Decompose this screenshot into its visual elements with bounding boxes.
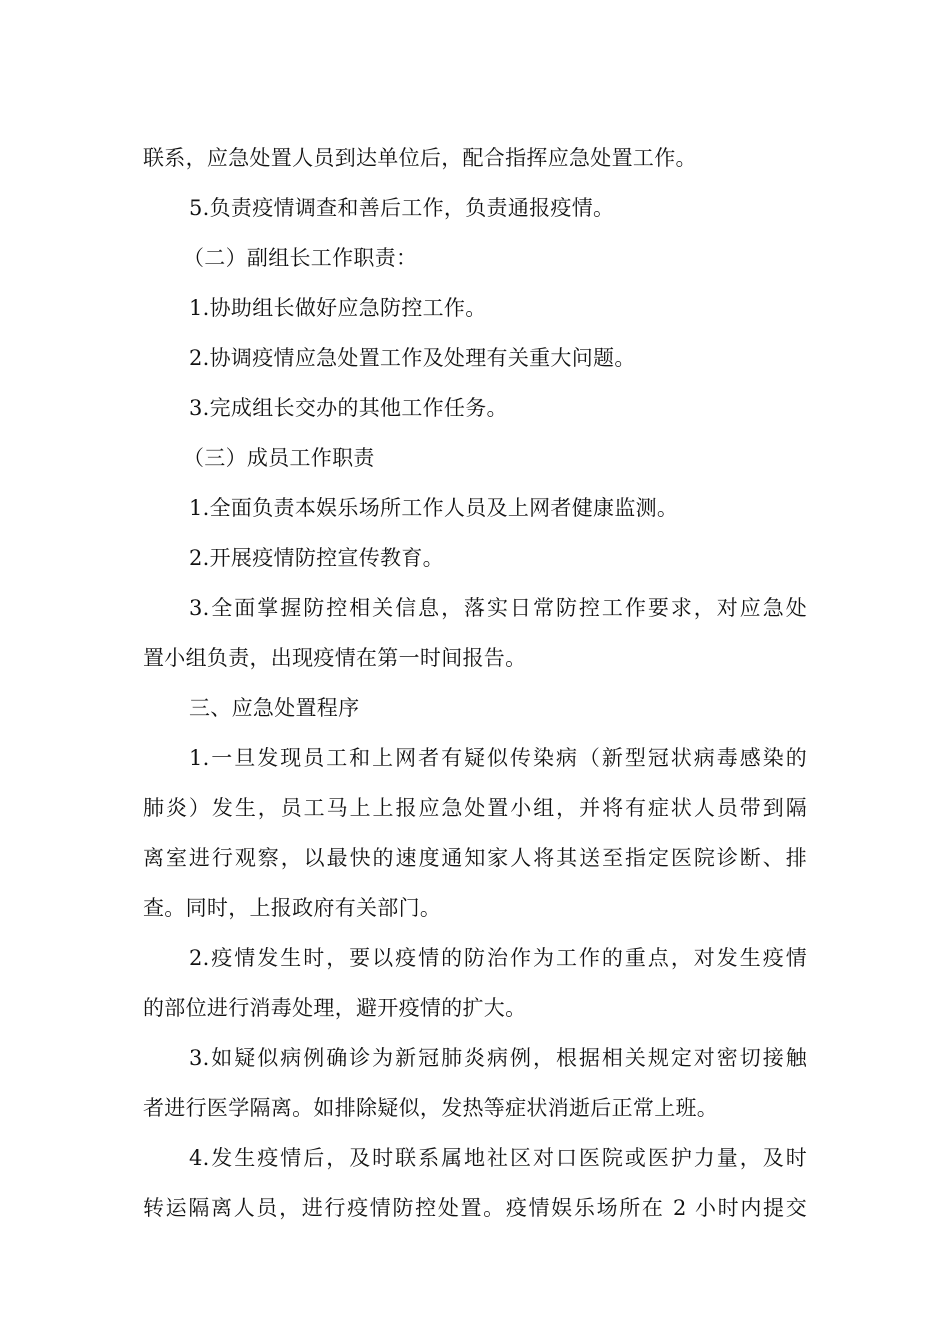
text-line-continuation: 离室进行观察，以最快的速度通知家人将其送至指定医院诊断、排 xyxy=(143,846,807,870)
procedure-item-3: 3.如疑似病例确诊为新冠肺炎病例，根据相关规定对密切接触 xyxy=(189,1046,807,1070)
procedure-item-4: 4.发生疫情后，及时联系属地社区对口医院或医护力量，及时 xyxy=(189,1146,807,1170)
text-line-continuation: 转运隔离人员，进行疫情防控处置。疫情娱乐场所在 2 小时内提交 xyxy=(143,1196,807,1220)
text-line-continuation: 置小组负责，出现疫情在第一时间报告。 xyxy=(143,646,527,670)
text-line-continuation: 肺炎）发生，员工马上上报应急处置小组，并将有症状人员带到隔 xyxy=(143,796,807,820)
text-line-continuation: 的部位进行消毒处理，避开疫情的扩大。 xyxy=(143,996,527,1020)
list-item-3: 3.完成组长交办的其他工作任务。 xyxy=(189,396,508,420)
document-page xyxy=(143,133,807,1233)
list-item-2: 2.协调疫情应急处置工作及处理有关重大问题。 xyxy=(189,346,636,370)
section-heading-deputy-leader: （二）副组长工作职责： xyxy=(183,246,418,270)
text-line-continuation: 查。同时，上报政府有关部门。 xyxy=(143,896,442,920)
list-item-5: 5.负责疫情调查和善后工作，负责通报疫情。 xyxy=(189,196,615,220)
section-heading-procedure: 三、应急处置程序 xyxy=(189,696,360,720)
text-line-continuation: 者进行医学隔离。如排除疑似，发热等症状消逝后正常上班。 xyxy=(143,1096,719,1120)
procedure-item-2: 2.疫情发生时，要以疫情的防治作为工作的重点，对发生疫情 xyxy=(189,946,807,970)
list-item-2: 2.开展疫情防控宣传教育。 xyxy=(189,546,444,570)
list-item-1: 1.协助组长做好应急防控工作。 xyxy=(189,296,487,320)
text-line-continuation: 联系，应急处置人员到达单位后，配合指挥应急处置工作。 xyxy=(143,146,697,170)
list-item-3: 3.全面掌握防控相关信息，落实日常防控工作要求，对应急处 xyxy=(189,596,807,620)
list-item-1: 1.全面负责本娱乐场所工作人员及上网者健康监测。 xyxy=(189,496,679,520)
section-heading-members: （三）成员工作职责 xyxy=(183,446,375,470)
procedure-item-1: 1.一旦发现员工和上网者有疑似传染病（新型冠状病毒感染的 xyxy=(189,746,807,770)
